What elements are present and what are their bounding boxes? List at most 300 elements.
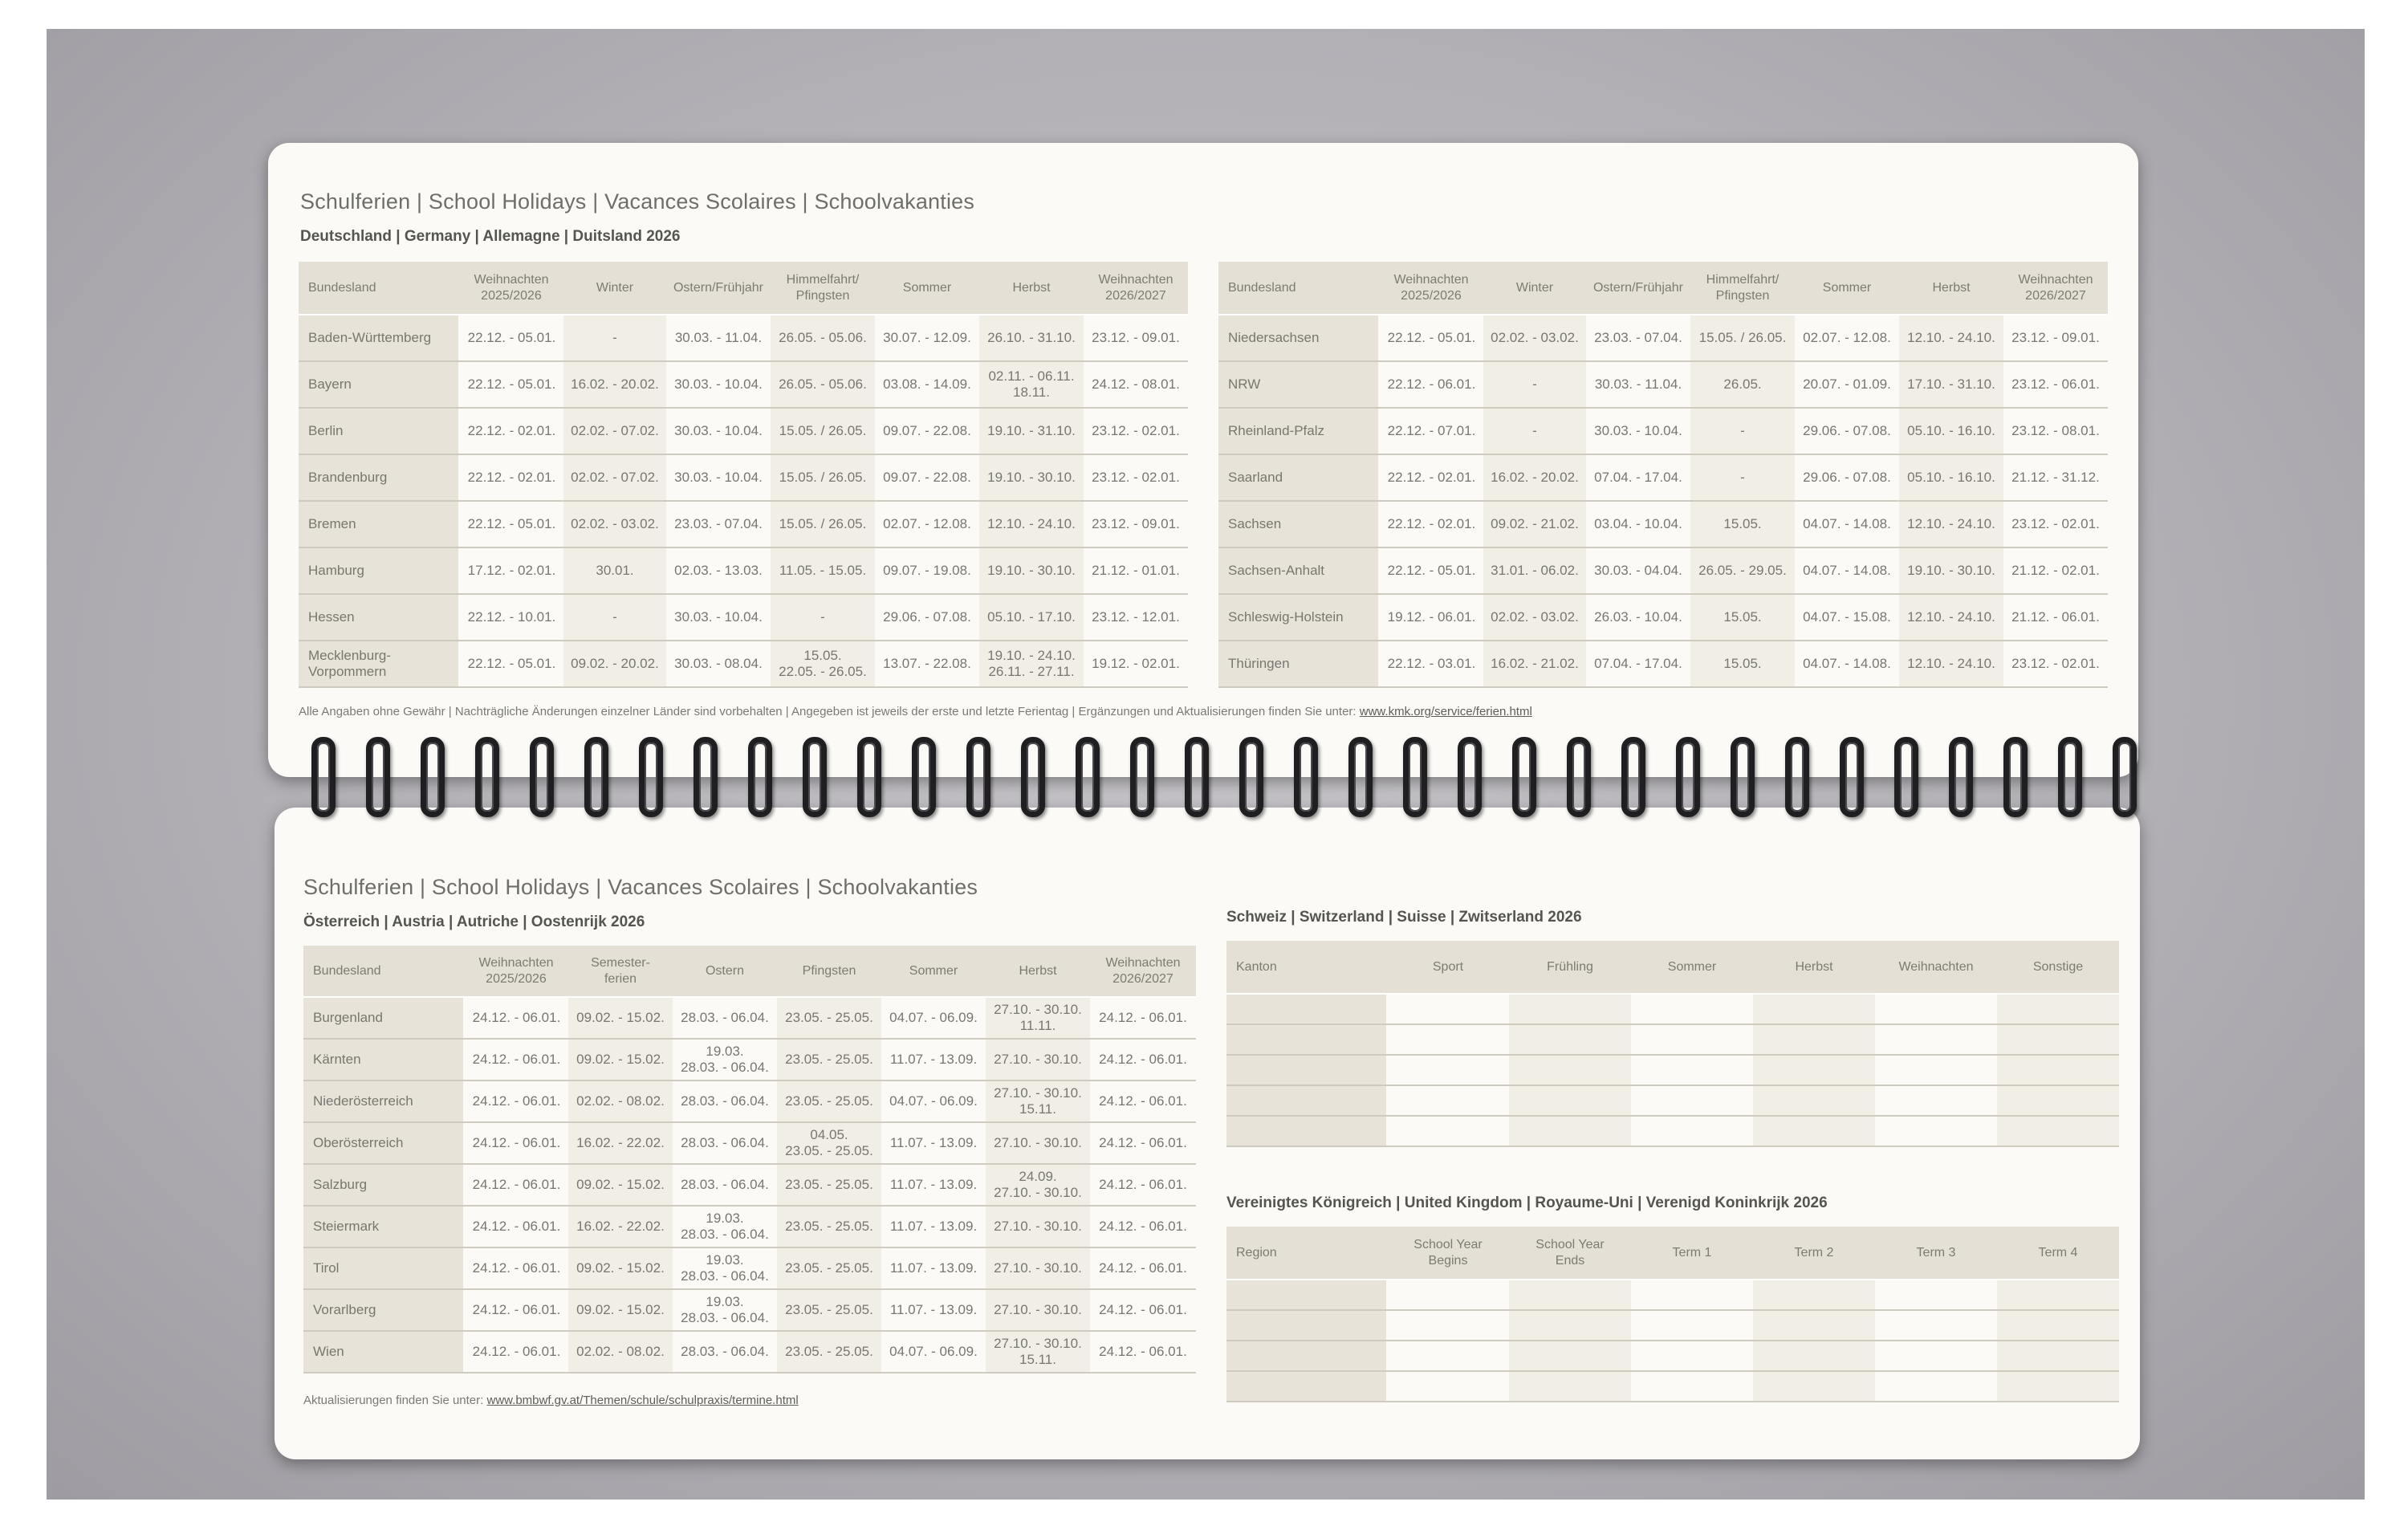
footnote-text: Aktualisierungen finden Sie unter:: [303, 1394, 487, 1407]
table-row: [303, 1039, 1196, 1080]
empty-cell[interactable]: [1875, 994, 1997, 1024]
spiral-ring: [803, 737, 827, 817]
table-cell: 11.07. - 13.09.: [881, 1164, 986, 1206]
empty-cell[interactable]: [1387, 1310, 1509, 1341]
table-cell: 15.05. / 26.05.: [771, 501, 875, 547]
empty-cell[interactable]: [1753, 1055, 1875, 1085]
empty-cell[interactable]: [1997, 1371, 2119, 1402]
table-cell: 24.12. - 06.01.: [464, 1164, 568, 1206]
table-cell: -: [563, 315, 666, 361]
empty-cell[interactable]: [1387, 1024, 1509, 1055]
spiral-ring: [421, 737, 445, 817]
row-label[interactable]: [1226, 1085, 1387, 1116]
column-header: Herbst: [979, 262, 1084, 315]
empty-cell[interactable]: [1387, 1280, 1509, 1310]
table-cell: 27.10. - 30.10.: [986, 1247, 1090, 1289]
table-cell: 21.12. - 31.12.: [2003, 454, 2108, 501]
table-cell: 19.03. 28.03. - 06.04.: [673, 1247, 777, 1289]
empty-cell[interactable]: [1997, 1280, 2119, 1310]
column-header: Sommer: [1795, 262, 1899, 315]
switzerland-subtitle: Schweiz | Switzerland | Suisse | Zwitserland 2026: [1226, 909, 1582, 926]
spiral-ring: [1130, 737, 1154, 817]
table-cell: 22.12. - 02.01.: [459, 408, 563, 454]
table-cell: 22.12. - 07.01.: [1379, 408, 1483, 454]
column-header: Bundesland: [1218, 262, 1379, 315]
table-cell: 12.10. - 24.10.: [1899, 641, 2003, 687]
spiral-ring: [1567, 737, 1591, 817]
empty-cell[interactable]: [1753, 1024, 1875, 1055]
row-label: Mecklenburg- Vorpommern: [299, 641, 459, 687]
spiral-ring: [1458, 737, 1482, 817]
spiral-ring: [584, 737, 608, 817]
empty-table-row: [1226, 1341, 2119, 1371]
empty-table-row: [1226, 1085, 2119, 1116]
empty-cell[interactable]: [1631, 1055, 1753, 1085]
table-row: [303, 1164, 1196, 1206]
spiral-ring: [748, 737, 772, 817]
table-cell: 24.12. - 06.01.: [1090, 1289, 1196, 1331]
row-label: Burgenland: [303, 997, 464, 1039]
empty-cell[interactable]: [1509, 1341, 1631, 1371]
empty-cell[interactable]: [1997, 1055, 2119, 1085]
empty-cell[interactable]: [1875, 1055, 1997, 1085]
column-header: Weihnachten 2025/2026: [1379, 262, 1483, 315]
column-header: Herbst: [986, 946, 1090, 997]
table-row: [1218, 501, 2108, 547]
table-cell: 26.10. - 31.10.: [979, 315, 1084, 361]
table-cell: 23.05. - 25.05.: [777, 997, 881, 1039]
column-header: Term 3: [1875, 1227, 1997, 1280]
empty-cell[interactable]: [1509, 1055, 1631, 1085]
empty-cell[interactable]: [1753, 1341, 1875, 1371]
table-cell: 27.10. - 30.10. 15.11.: [986, 1331, 1090, 1373]
table-cell: 09.07. - 22.08.: [875, 454, 979, 501]
row-label: Wien: [303, 1331, 464, 1373]
empty-cell[interactable]: [1753, 1371, 1875, 1402]
empty-cell[interactable]: [1631, 1116, 1753, 1146]
table-cell: 27.10. - 30.10. 11.11.: [986, 997, 1090, 1039]
uk-table: [1226, 1227, 2119, 1402]
table-row: [299, 408, 1188, 454]
table-cell: 24.12. - 06.01.: [1090, 1080, 1196, 1122]
table-header-row: [299, 262, 1188, 315]
table-cell: 04.07. - 14.08.: [1795, 641, 1899, 687]
table-cell: 28.03. - 06.04.: [673, 1122, 777, 1164]
germany-table-left: [299, 262, 1188, 688]
table-cell: 19.12. - 02.01.: [1084, 641, 1188, 687]
table-cell: 23.05. - 25.05.: [777, 1247, 881, 1289]
empty-cell[interactable]: [1997, 1310, 2119, 1341]
row-label[interactable]: [1226, 1024, 1387, 1055]
column-header: Ostern/Frühjahr: [666, 262, 771, 315]
empty-cell[interactable]: [1875, 1280, 1997, 1310]
table-cell: 22.12. - 06.01.: [1379, 361, 1483, 408]
table-row: [1218, 594, 2108, 641]
empty-cell[interactable]: [1387, 1085, 1509, 1116]
empty-cell[interactable]: [1387, 1055, 1509, 1085]
table-cell: 27.10. - 30.10.: [986, 1289, 1090, 1331]
table-row: [299, 641, 1188, 687]
column-header: Weihnachten 2026/2027: [1090, 946, 1196, 997]
row-label: Schleswig-Holstein: [1218, 594, 1379, 641]
table-cell: 17.12. - 02.01.: [459, 547, 563, 594]
table-cell: 15.05.: [1690, 641, 1795, 687]
table-cell: 09.02. - 15.02.: [568, 1039, 673, 1080]
table-cell: -: [563, 594, 666, 641]
table-cell: -: [1690, 408, 1795, 454]
spiral-ring: [639, 737, 663, 817]
table-cell: 24.12. - 06.01.: [1090, 1247, 1196, 1289]
row-label: Niederösterreich: [303, 1080, 464, 1122]
table-cell: 04.07. - 06.09.: [881, 997, 986, 1039]
column-header: Semester- ferien: [568, 946, 673, 997]
empty-cell[interactable]: [1997, 1116, 2119, 1146]
column-header: Term 4: [1997, 1227, 2119, 1280]
row-label[interactable]: [1226, 1341, 1387, 1371]
row-label: Hamburg: [299, 547, 459, 594]
empty-cell[interactable]: [1509, 994, 1631, 1024]
table-cell: 23.12. - 02.01.: [1084, 454, 1188, 501]
table-header-row: [1218, 262, 2108, 315]
table-cell: 26.05.: [1690, 361, 1795, 408]
table-cell: 23.05. - 25.05.: [777, 1289, 881, 1331]
column-header: Herbst: [1753, 941, 1875, 994]
row-label: Sachsen-Anhalt: [1218, 547, 1379, 594]
table-cell: 22.12. - 02.01.: [1379, 501, 1483, 547]
empty-cell[interactable]: [1509, 1116, 1631, 1146]
table-cell: 23.12. - 02.01.: [2003, 501, 2108, 547]
row-label: Brandenburg: [299, 454, 459, 501]
spiral-ring: [1894, 737, 1918, 817]
table-cell: 19.03. 28.03. - 06.04.: [673, 1206, 777, 1247]
row-label: Hessen: [299, 594, 459, 641]
empty-cell[interactable]: [1387, 1116, 1509, 1146]
uk-subtitle: Vereinigtes Königreich | United Kingdom | Royaume-Uni | Verenigd Koninkrijk 2026: [1226, 1194, 1828, 1211]
table-cell: 23.05. - 25.05.: [777, 1331, 881, 1373]
empty-cell[interactable]: [1997, 994, 2119, 1024]
column-header: Pfingsten: [777, 946, 881, 997]
table-cell: 27.10. - 30.10.: [986, 1039, 1090, 1080]
row-label: Oberösterreich: [303, 1122, 464, 1164]
table-cell: 16.02. - 20.02.: [1483, 454, 1586, 501]
empty-cell[interactable]: [1753, 1280, 1875, 1310]
austria-subtitle: Österreich | Austria | Autriche | Oostenrijk 2026: [303, 914, 645, 930]
table-cell: 24.12. - 06.01.: [1090, 1331, 1196, 1373]
table-cell: 16.02. - 21.02.: [1483, 641, 1586, 687]
table-cell: 21.12. - 02.01.: [2003, 547, 2108, 594]
table-row: [1218, 408, 2108, 454]
spiral-ring: [2058, 737, 2082, 817]
empty-cell[interactable]: [1387, 994, 1509, 1024]
table-cell: 30.03. - 10.04.: [666, 594, 771, 641]
empty-cell[interactable]: [1387, 1341, 1509, 1371]
table-row: [303, 1122, 1196, 1164]
spiral-ring: [2003, 737, 2028, 817]
table-cell: 24.12. - 06.01.: [1090, 1206, 1196, 1247]
row-label: Vorarlberg: [303, 1289, 464, 1331]
table-row: [299, 454, 1188, 501]
empty-cell[interactable]: [1509, 1085, 1631, 1116]
table-cell: 22.12. - 10.01.: [459, 594, 563, 641]
empty-cell[interactable]: [1509, 1280, 1631, 1310]
bottom-calendar-page: [275, 808, 2140, 1459]
table-cell: 26.05. - 05.06.: [771, 315, 875, 361]
table-cell: 09.02. - 15.02.: [568, 1164, 673, 1206]
table-cell: 12.10. - 24.10.: [1899, 315, 2003, 361]
table-cell: 09.02. - 15.02.: [568, 1247, 673, 1289]
row-label: Kärnten: [303, 1039, 464, 1080]
table-cell: 15.05. 22.05. - 26.05.: [771, 641, 875, 687]
table-cell: 30.01.: [563, 547, 666, 594]
table-cell: 03.04. - 10.04.: [1586, 501, 1690, 547]
table-cell: 09.02. - 20.02.: [563, 641, 666, 687]
column-header: Bundesland: [303, 946, 464, 997]
column-header: Winter: [563, 262, 666, 315]
row-label: Steiermark: [303, 1206, 464, 1247]
table-cell: 02.03. - 13.03.: [666, 547, 771, 594]
table-row: [303, 1206, 1196, 1247]
table-cell: 23.05. - 25.05.: [777, 1164, 881, 1206]
empty-cell[interactable]: [1631, 1341, 1753, 1371]
row-label[interactable]: [1226, 1371, 1387, 1402]
column-header: Bundesland: [299, 262, 459, 315]
table-cell: 04.07. - 14.08.: [1795, 501, 1899, 547]
table-header-row: [303, 946, 1196, 997]
column-header: Weihnachten 2025/2026: [459, 262, 563, 315]
table-cell: 16.02. - 20.02.: [563, 361, 666, 408]
germany-subtitle: Deutschland | Germany | Allemagne | Duitsland 2026: [300, 228, 681, 245]
table-cell: 02.02. - 07.02.: [563, 408, 666, 454]
column-header: Frühling: [1509, 941, 1631, 994]
spiral-ring: [1949, 737, 1973, 817]
spiral-ring: [1348, 737, 1373, 817]
empty-cell[interactable]: [1875, 1310, 1997, 1341]
spiral-ring: [694, 737, 718, 817]
table-cell: 22.12. - 05.01.: [1379, 315, 1483, 361]
table-cell: 23.03. - 07.04.: [666, 501, 771, 547]
table-row: [1218, 641, 2108, 687]
column-header: Weihnachten 2026/2027: [1084, 262, 1188, 315]
empty-cell[interactable]: [1509, 1371, 1631, 1402]
table-row: [1218, 361, 2108, 408]
column-header: Weihnachten 2025/2026: [464, 946, 568, 997]
empty-table-row: [1226, 1280, 2119, 1310]
empty-cell[interactable]: [1875, 1116, 1997, 1146]
row-label[interactable]: [1226, 994, 1387, 1024]
table-cell: 30.03. - 08.04.: [666, 641, 771, 687]
empty-table-row: [1226, 1116, 2119, 1146]
spiral-ring: [311, 737, 336, 817]
empty-cell[interactable]: [1997, 1341, 2119, 1371]
column-header: Weihnachten: [1875, 941, 1997, 994]
row-label[interactable]: [1226, 1280, 1387, 1310]
spiral-ring: [857, 737, 881, 817]
spiral-ring: [1512, 737, 1536, 817]
table-cell: 04.05. 23.05. - 25.05.: [777, 1122, 881, 1164]
empty-cell[interactable]: [1753, 994, 1875, 1024]
switzerland-table: [1226, 941, 2119, 1147]
table-cell: 15.05.: [1690, 594, 1795, 641]
table-cell: 23.05. - 25.05.: [777, 1206, 881, 1247]
row-label: Rheinland-Pfalz: [1218, 408, 1379, 454]
table-cell: 26.05. - 29.05.: [1690, 547, 1795, 594]
table-cell: 24.12. - 06.01.: [464, 1206, 568, 1247]
table-cell: 02.11. - 06.11. 18.11.: [979, 361, 1084, 408]
table-cell: 21.12. - 06.01.: [2003, 594, 2108, 641]
table-cell: 15.05. / 26.05.: [771, 408, 875, 454]
table-cell: 02.02. - 07.02.: [563, 454, 666, 501]
table-cell: 19.03. 28.03. - 06.04.: [673, 1289, 777, 1331]
table-row: [1218, 315, 2108, 361]
row-label[interactable]: [1226, 1310, 1387, 1341]
spiral-ring: [1239, 737, 1263, 817]
table-cell: 28.03. - 06.04.: [673, 1080, 777, 1122]
column-header: Region: [1226, 1227, 1387, 1280]
empty-cell[interactable]: [1387, 1371, 1509, 1402]
table-cell: 28.03. - 06.04.: [673, 1331, 777, 1373]
spiral-ring: [475, 737, 499, 817]
table-cell: 19.10. - 30.10.: [979, 454, 1084, 501]
row-label[interactable]: [1226, 1116, 1387, 1146]
row-label: Saarland: [1218, 454, 1379, 501]
top-calendar-page: [268, 143, 2138, 777]
table-cell: -: [771, 594, 875, 641]
table-cell: 05.10. - 16.10.: [1899, 408, 2003, 454]
table-cell: 11.07. - 13.09.: [881, 1122, 986, 1164]
table-cell: 07.04. - 17.04.: [1586, 454, 1690, 501]
empty-cell[interactable]: [1509, 1024, 1631, 1055]
germany-table-right: [1218, 262, 2108, 688]
table-cell: 19.10. - 30.10.: [979, 547, 1084, 594]
table-cell: 30.03. - 10.04.: [666, 454, 771, 501]
table-cell: 22.12. - 03.01.: [1379, 641, 1483, 687]
empty-cell[interactable]: [1753, 1085, 1875, 1116]
table-row: [1218, 454, 2108, 501]
table-cell: 22.12. - 05.01.: [459, 641, 563, 687]
empty-cell[interactable]: [1509, 1310, 1631, 1341]
footnote-text: Alle Angaben ohne Gewähr | Nachträgliche Änderungen einzelner Länder sind vorbehalten | Angegeben ist jeweils der erste und letzte Ferientag | Ergänzungen und Aktualisierungen finden Sie unter:: [299, 705, 1360, 718]
austria-table: [303, 946, 1196, 1373]
column-header: Himmelfahrt/ Pfingsten: [1690, 262, 1795, 315]
table-cell: 29.06. - 07.08.: [875, 594, 979, 641]
table-cell: 24.12. - 06.01.: [464, 1039, 568, 1080]
table-cell: 19.12. - 06.01.: [1379, 594, 1483, 641]
empty-cell[interactable]: [1753, 1310, 1875, 1341]
spiral-ring: [966, 737, 990, 817]
table-cell: 24.12. - 06.01.: [1090, 1039, 1196, 1080]
empty-table-row: [1226, 994, 2119, 1024]
empty-cell[interactable]: [1875, 1371, 1997, 1402]
spiral-ring: [530, 737, 554, 817]
column-header: School Year Begins: [1387, 1227, 1509, 1280]
table-cell: 02.02. - 03.02.: [1483, 315, 1586, 361]
column-header: Sommer: [1631, 941, 1753, 994]
table-cell: 16.02. - 22.02.: [568, 1122, 673, 1164]
table-cell: 28.03. - 06.04.: [673, 1164, 777, 1206]
table-cell: 15.05.: [1690, 501, 1795, 547]
spiral-ring: [1621, 737, 1645, 817]
kmk-link[interactable]: www.kmk.org/service/ferien.html: [1359, 705, 1532, 718]
table-cell: 30.03. - 10.04.: [666, 408, 771, 454]
table-cell: 04.07. - 06.09.: [881, 1331, 986, 1373]
column-header: Winter: [1483, 262, 1586, 315]
empty-cell[interactable]: [1875, 1024, 1997, 1055]
empty-cell[interactable]: [1997, 1085, 2119, 1116]
table-cell: 19.10. - 31.10.: [979, 408, 1084, 454]
empty-table-row: [1226, 1055, 2119, 1085]
table-cell: 27.10. - 30.10. 15.11.: [986, 1080, 1090, 1122]
spiral-ring: [2113, 737, 2137, 817]
spiral-ring: [1403, 737, 1427, 817]
spiral-ring: [1731, 737, 1755, 817]
empty-cell[interactable]: [1997, 1024, 2119, 1055]
table-cell: 17.10. - 31.10.: [1899, 361, 2003, 408]
empty-cell[interactable]: [1631, 1024, 1753, 1055]
empty-cell[interactable]: [1631, 1371, 1753, 1402]
table-cell: 11.07. - 13.09.: [881, 1247, 986, 1289]
table-cell: 24.12. - 06.01.: [464, 1122, 568, 1164]
table-cell: 30.07. - 12.09.: [875, 315, 979, 361]
row-label[interactable]: [1226, 1055, 1387, 1085]
empty-cell[interactable]: [1631, 994, 1753, 1024]
table-cell: 22.12. - 05.01.: [459, 315, 563, 361]
column-header: Weihnachten 2026/2027: [2003, 262, 2108, 315]
table-cell: 19.03. 28.03. - 06.04.: [673, 1039, 777, 1080]
row-label: Sachsen: [1218, 501, 1379, 547]
table-cell: 24.12. - 06.01.: [464, 997, 568, 1039]
table-cell: 23.05. - 25.05.: [777, 1039, 881, 1080]
column-header: Himmelfahrt/ Pfingsten: [771, 262, 875, 315]
table-cell: 23.12. - 09.01.: [1084, 501, 1188, 547]
row-label: Niedersachsen: [1218, 315, 1379, 361]
table-row: [299, 501, 1188, 547]
empty-cell[interactable]: [1631, 1280, 1753, 1310]
table-cell: 30.03. - 10.04.: [1586, 408, 1690, 454]
empty-cell[interactable]: [1631, 1085, 1753, 1116]
table-cell: 24.12. - 06.01.: [464, 1247, 568, 1289]
spiral-ring: [912, 737, 936, 817]
table-cell: 09.07. - 19.08.: [875, 547, 979, 594]
spiral-ring: [1676, 737, 1700, 817]
row-label: Thüringen: [1218, 641, 1379, 687]
table-cell: 23.12. - 02.01.: [1084, 408, 1188, 454]
table-cell: 19.10. - 24.10. 26.11. - 27.11.: [979, 641, 1084, 687]
table-cell: 22.12. - 05.01.: [459, 361, 563, 408]
column-header: Ostern/Frühjahr: [1586, 262, 1690, 315]
column-header: Sonstige: [1997, 941, 2119, 994]
row-label: Tirol: [303, 1247, 464, 1289]
empty-cell[interactable]: [1875, 1341, 1997, 1371]
empty-cell[interactable]: [1875, 1085, 1997, 1116]
table-cell: 22.12. - 05.01.: [459, 501, 563, 547]
table-cell: 24.12. - 06.01.: [464, 1331, 568, 1373]
table-cell: 11.05. - 15.05.: [771, 547, 875, 594]
empty-cell[interactable]: [1631, 1310, 1753, 1341]
table-row: [303, 1289, 1196, 1331]
bmbwf-link[interactable]: www.bmbwf.gv.at/Themen/schule/schulpraxis/termine.html: [486, 1394, 799, 1407]
table-row: [299, 315, 1188, 361]
table-cell: 20.07. - 01.09.: [1795, 361, 1899, 408]
table-cell: 30.03. - 04.04.: [1586, 547, 1690, 594]
spiral-ring: [1840, 737, 1864, 817]
table-cell: 04.07. - 06.09.: [881, 1080, 986, 1122]
table-cell: 02.02. - 03.02.: [563, 501, 666, 547]
empty-cell[interactable]: [1753, 1116, 1875, 1146]
table-cell: 26.03. - 10.04.: [1586, 594, 1690, 641]
table-row: [303, 1331, 1196, 1373]
table-row: [299, 594, 1188, 641]
germany-footnote: [299, 705, 1532, 718]
